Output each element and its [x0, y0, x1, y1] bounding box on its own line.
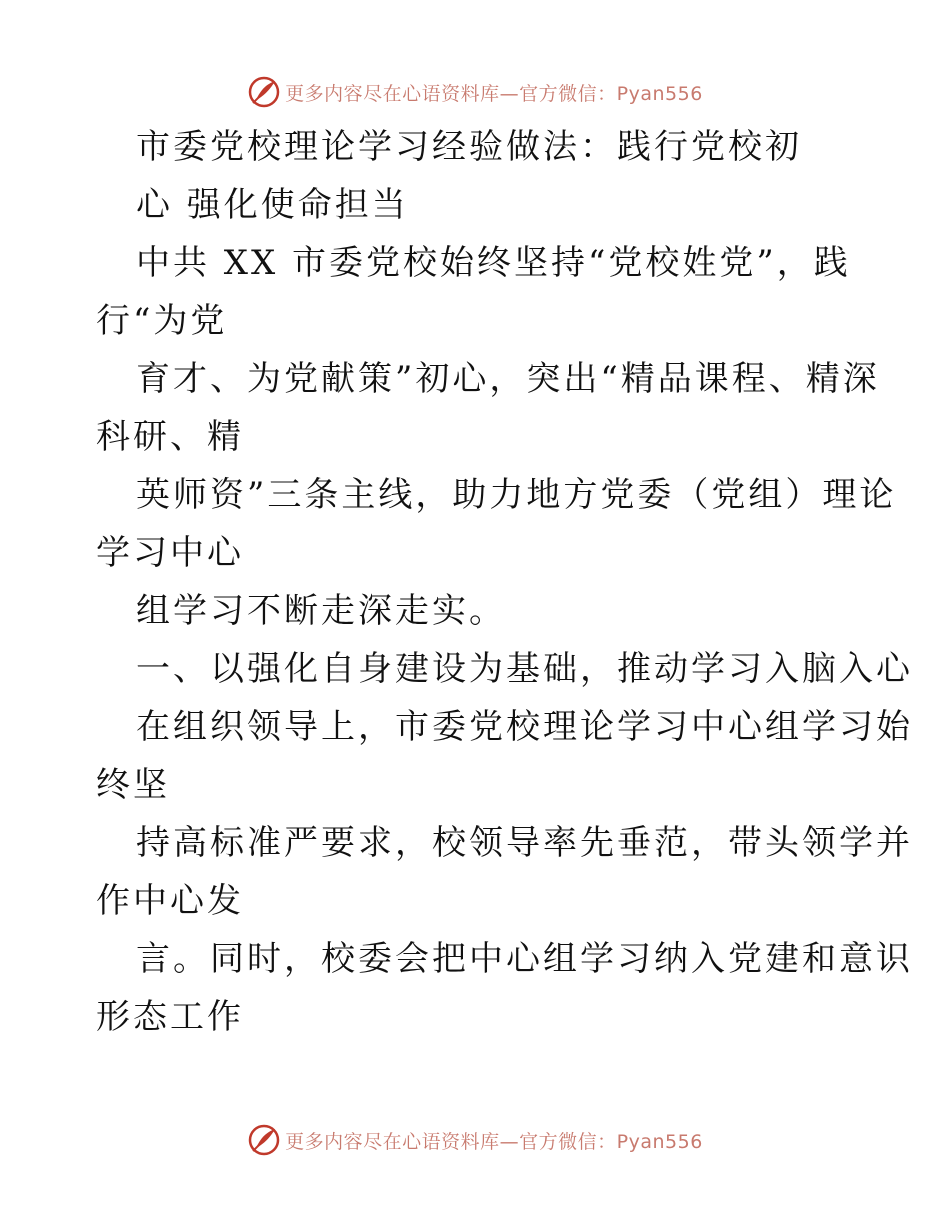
text-line: 中共 XX 市委党校始终坚持“党校姓党”，践 [136, 243, 851, 283]
text-line: 一、以强化自身建设为基础，推动学习入脑入心 [136, 649, 913, 689]
document-body [96, 118, 913, 1046]
text-line: 终坚 [96, 765, 170, 805]
text-line: 作中心发 [96, 881, 244, 921]
feather-pen-logo-icon [247, 1123, 281, 1157]
text-line: 持高标准严要求，校领导率先垂范，带头领学并 [136, 823, 913, 863]
text-line: 形态工作 [96, 997, 244, 1037]
footer-watermark [0, 1120, 950, 1160]
text-line: 在组织领导上，市委党校理论学习中心组学习始 [136, 707, 913, 747]
watermark-text: 更多内容尽在心语资料库—官方微信：Pyan556 [285, 1130, 703, 1153]
text-line: 学习中心 [96, 533, 244, 573]
text-line: 育才、为党献策”初心，突出“精品课程、精深 [136, 359, 880, 399]
text-line: 心 强化使命担当 [136, 185, 409, 225]
feather-pen-logo-icon [247, 75, 281, 109]
text-line: 言。同时，校委会把中心组学习纳入党建和意识 [136, 939, 913, 979]
text-line: 科研、精 [96, 417, 244, 457]
text-line: 市委党校理论学习经验做法：践行党校初 [136, 127, 802, 167]
header-watermark [0, 72, 950, 112]
text-line: 组学习不断走深走实。 [136, 591, 506, 631]
watermark-text: 更多内容尽在心语资料库—官方微信：Pyan556 [285, 82, 703, 105]
text-line: 行“为党 [96, 301, 228, 341]
text-line: 英师资”三条主线，助力地方党委（党组）理论 [136, 475, 897, 515]
